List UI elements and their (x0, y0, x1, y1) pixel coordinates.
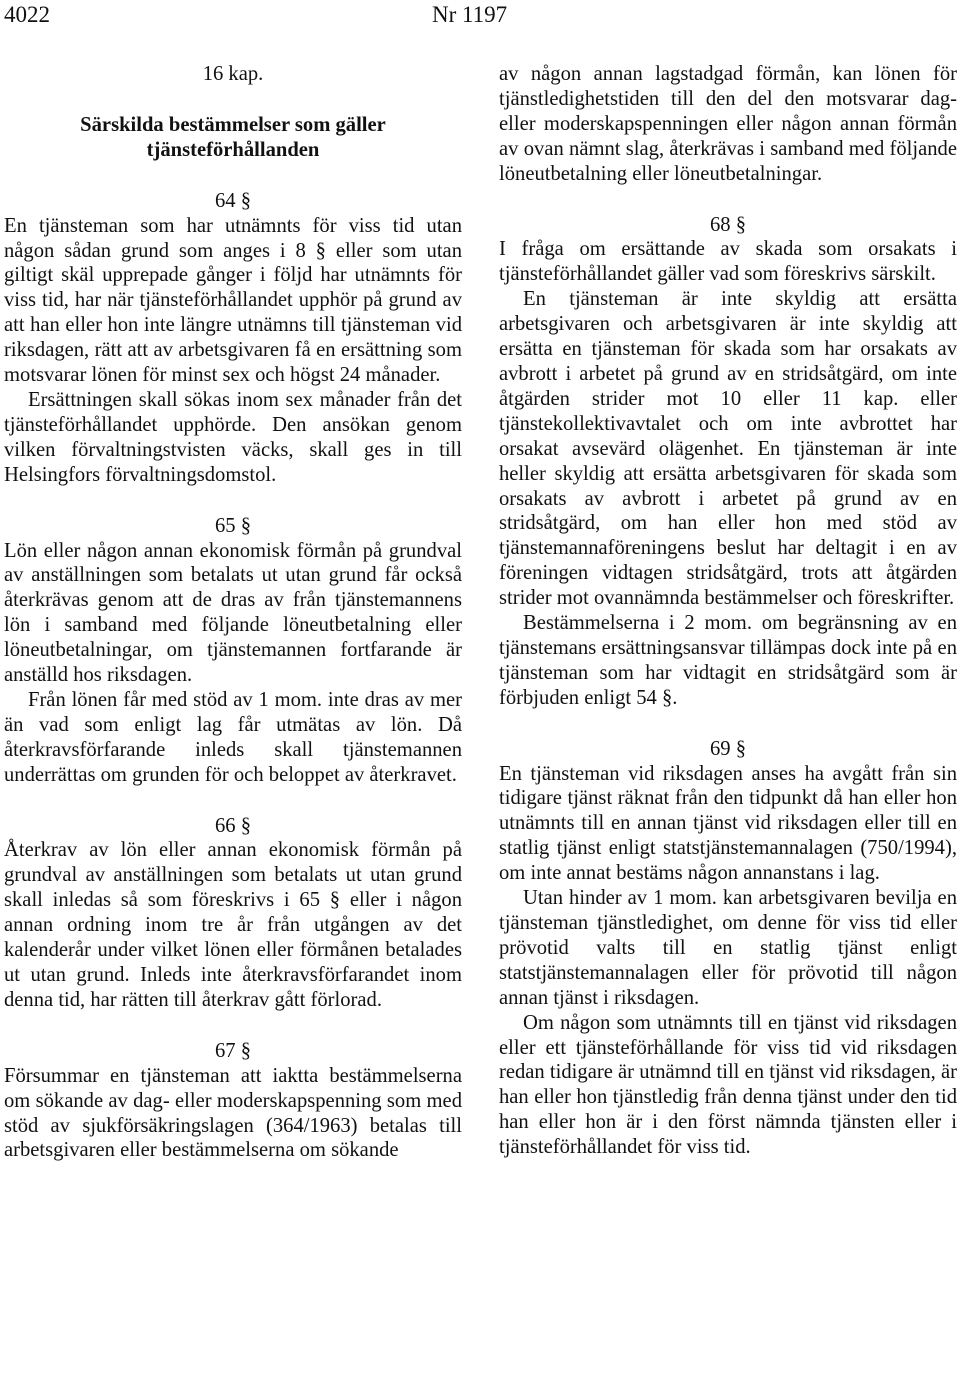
section-68-paragraph-1: I fråga om ersättande av skada som orsakats i tjänsteförhållandet gäller vad som föreskrivs särskilt. (499, 238, 957, 286)
chapter-label: 16 kap. (202, 63, 264, 85)
section-67-title: 67 § (214, 1039, 252, 1062)
section-68-paragraph-2: En tjänsteman är inte skyldig att ersätta arbetsgivaren och arbetsgivaren är inte skyldig att ersätta en tjänsteman för skada som har orsakats av avbrott i arbetet på grund av en stridsåtgärd, om inte åtgärden strider mot 10 eller 11 kap. eller tjänstekollektivavtalet och om inte avbrottet har orsakat avsevärd olägenhet. En tjänsteman är inte heller skyldig att ersätta arbetsgivaren för skada som orsakats av avbrott i arbetet på grund av en stridsåtgärd, om han eller hon med stöd av tjänstemannaföreningens beslut har deltagit i en av föreningen vidtagen stridsåtgärd, trots att åtgärden strider mot ovannämnda bestämmelser och föreskrifter. (499, 288, 957, 610)
section-69-paragraph-2: Utan hinder av 1 mom. kan arbetsgivaren bevilja en tjänsteman tjänstledighet, om denne för viss tid eller prövotid valts till en statlig tjänst enligt statstjänstemannalagen eller för prövotid till någon annan tjänst i riksdagen. (499, 887, 957, 1009)
document-number: Nr 1197 (432, 2, 508, 27)
section-65-title: 65 § (214, 514, 252, 537)
section-64-title: 64 § (214, 189, 252, 212)
section-64-paragraph-2: Ersättningen skall sökas inom sex månader från det tjänsteförhållandet upphörde. Den ansökan genom vilken förvaltningstvisten väcks, skall ges in till Helsingfors förvaltningsdomstol. (4, 388, 462, 486)
section-65-paragraph-2: Från lönen får med stöd av 1 mom. inte dras av mer än vad som enligt lag får utmätas av lön. Då återkravsförfarande inleds skall tjänstemannen underrättas om grunden för och beloppet av återkravet. (4, 688, 462, 786)
page-header (0, 0, 960, 30)
section-67-paragraph-1: Försummar en tjänsteman att iaktta bestämmelserna om sökande av dag- eller moderskapspenning som med stöd av sjukförsäkringslagen (364/1963) betalas till arbetsgivaren eller bestämmelserna om sökande (4, 1064, 462, 1162)
left-column (4, 62, 462, 1163)
right-column (499, 62, 957, 1160)
section-68-title: 68 § (709, 213, 747, 236)
section-69-paragraph-1: En tjänsteman vid riksdagen anses ha avgått från sin tidigare tjänst räknat från den tidpunkt då han eller hon utnämnts till en annan tjänst vid riksdagen eller till en statlig tjänst enligt statstjänstemannalagen (750/1994), om inte annat bestäms någon annanstans i lag. (499, 762, 957, 885)
section-69-title: 69 § (709, 737, 747, 760)
chapter-heading: Särskilda bestämmelser som gäller tjänsteförhållanden (80, 113, 386, 161)
section-65-paragraph-1: Lön eller någon annan ekonomisk förmån på grundval av anställningen som betalats ut utan grund får också återkrävas genom att de dras av från tjänstemannens lön i samband med följande löneutbetalning eller löneutbetalningar, om tjänstemannen fortfarande är anställd hos riksdagen. (4, 539, 462, 687)
section-69-paragraph-3: Om någon som utnämnts till en tjänst vid riksdagen eller ett tjänsteförhållande för viss tid vid riksdagen redan tidigare är utnämnd till en tjänst vid riksdagen, är han eller hon tjänstledig från denna tjänst under den tid han eller hon är i den först nämnda tjänsten eller i tjänsteförhållandet för viss tid. (499, 1011, 957, 1159)
section-68-paragraph-3: Bestämmelserna i 2 mom. om begränsning av en tjänstemans ersättningsansvar tillämpas dock inte på en tjänsteman som har vidtagit en stridsåtgärd som är förbjuden enligt 54 §. (499, 612, 957, 709)
page-number: 4022 (4, 2, 50, 27)
section-66-paragraph-1: Återkrav av lön eller annan ekonomisk förmån på grundval av anställningen som betalats ut utan grund skall inledas så som föreskrivs i 65 § eller i någon annan ordning inom tre år från utgången av det kalenderår under vilket lönen eller förmånen betalades ut utan grund. Inleds inte återkravsförfarandet inom denna tid, har rätten till återkrav gått förlorad. (4, 839, 462, 1011)
section-67-continuation: av någon annan lagstadgad förmån, kan lönen för tjänstledighetstiden till den del den motsvarar dag- eller moderskapspenningen eller någon annan förmån av ovan nämnt slag, återkrävas i samband med följande löneutbetalning eller löneutbetalningar. (499, 63, 957, 185)
section-64-paragraph-1: En tjänsteman som har utnämnts för viss tid utan någon sådan grund som anges i 8 § eller som utan giltigt skäl upprepade gånger i följd har utnämnts för viss tid, har när tjänsteförhållandet upphör på grund av att han eller hon inte längre utnämns till tjänsteman vid riksdagen, rätt att av arbetsgivaren få en ersättning som motsvarar lönen för minst sex och högst 24 månader. (4, 214, 462, 387)
section-66-title: 66 § (214, 814, 252, 837)
